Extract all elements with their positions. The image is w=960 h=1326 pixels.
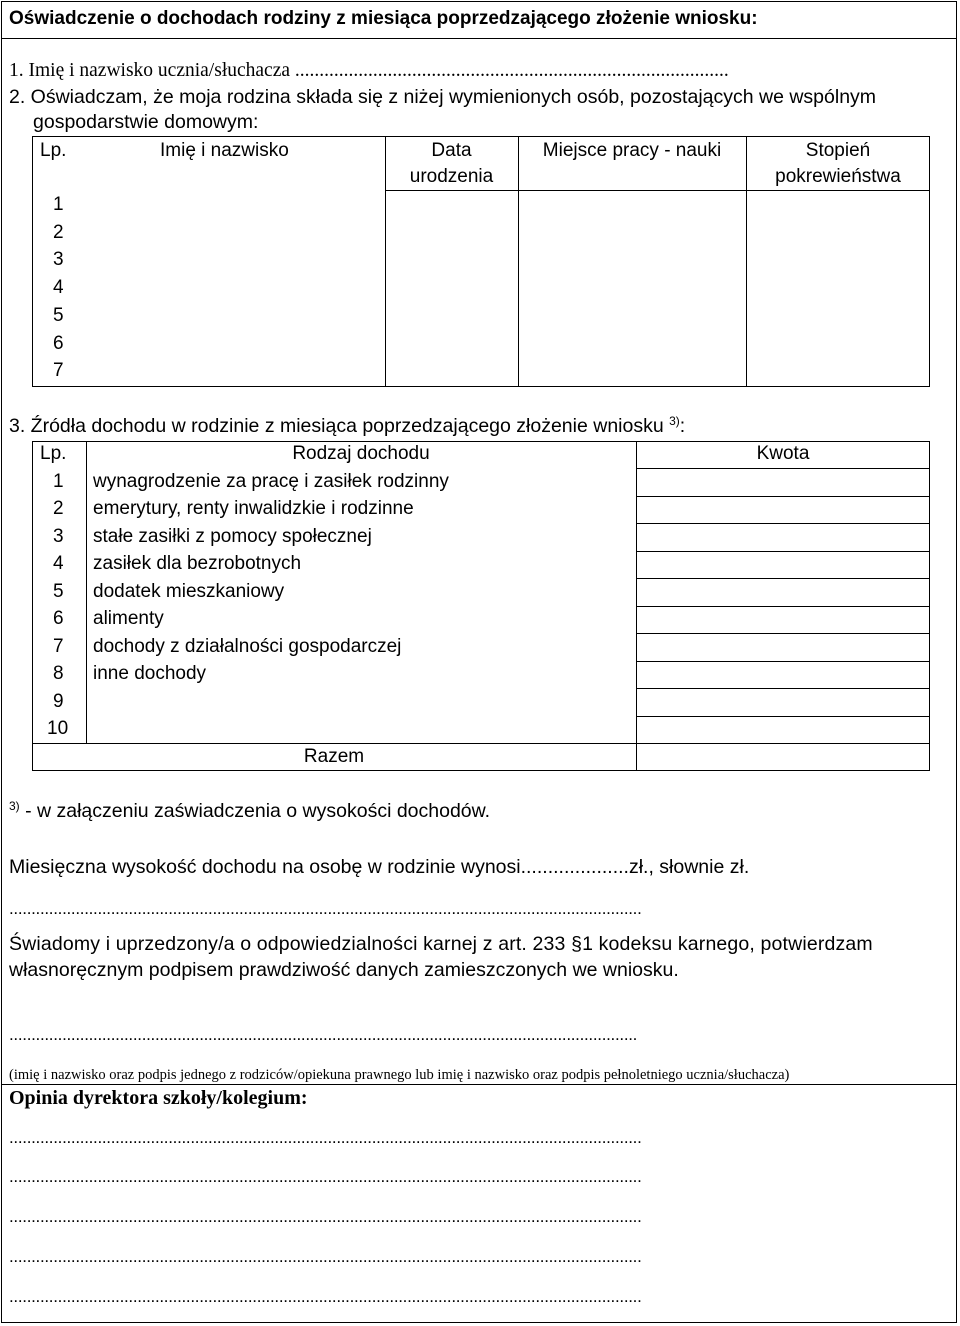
- family-row-7: 7: [53, 360, 64, 381]
- family-col-relation: Stopień: [805, 140, 871, 161]
- family-col-birth: Data: [431, 140, 472, 161]
- family-col-work: Miejsce pracy - nauki: [542, 140, 722, 161]
- income-lp-4: 4: [53, 553, 64, 574]
- family-row-3: 3: [53, 249, 64, 270]
- heading-divider: [1, 38, 957, 39]
- income-col-type: Rodzaj dochodu: [292, 443, 430, 464]
- family-row-5: 5: [53, 305, 64, 326]
- footnote: $^{3)}$ - w załączeniu zaświadczenia o wysokości dochodów.: [9, 799, 491, 822]
- income-lp-6: 6: [53, 608, 64, 629]
- income-col-lp: Lp.: [40, 443, 67, 464]
- income-type-3: stałe zasiłki z pomocy społecznej: [93, 526, 372, 547]
- income-type-2: emerytury, renty inwalidzkie i rodzinne: [93, 498, 414, 519]
- income-lp-9: 9: [53, 691, 64, 712]
- income-lp-5: 5: [53, 581, 64, 602]
- form-heading: Oświadczenie o dochodach rodziny z miesiąca poprzedzającego złożenie wniosku:: [9, 8, 758, 29]
- family-col-name: Imię i nazwisko: [160, 140, 289, 161]
- declaration-line-2: własnoręcznym podpisem prawdziwość danych zamieszczonych we wniosku.: [9, 959, 679, 981]
- signature-caption: (imię i nazwisko oraz podpis jednego z rodziców/opiekuna prawnego lub imię i nazwisko oraz podpis pełnoletniego ucznia/słuchacza): [9, 1067, 790, 1083]
- family-col-birth-2: urodzenia: [409, 166, 494, 187]
- signature-dots: ..............................................................................................................................................: [9, 1025, 638, 1044]
- income-lp-1: 1: [53, 471, 64, 492]
- opinion-line-3: ...............................................................................................................................................: [9, 1207, 642, 1226]
- income-lp-8: 8: [53, 663, 64, 684]
- income-type-7: dochody z działalności gospodarczej: [93, 636, 402, 657]
- family-row-6: 6: [53, 333, 64, 354]
- family-col-lp: Lp.: [40, 140, 67, 161]
- income-sources-title: 3. Źródła dochodu w rodzinie z miesiąca poprzedzającego złożenie wniosku $^{3)}$:: [9, 414, 686, 437]
- income-col-amount: Kwota: [756, 443, 810, 464]
- income-type-6: alimenty: [93, 608, 164, 629]
- family-row-4: 4: [53, 277, 64, 298]
- opinion-line-2: ...............................................................................................................................................: [9, 1167, 642, 1186]
- income-type-8: inne dochody: [93, 663, 207, 684]
- income-lp-2: 2: [53, 498, 64, 519]
- family-row-2: 2: [53, 222, 64, 243]
- family-statement: 2. Oświadczam, że moja rodzina składa się z niżej wymienionych osób, pozostających we wspólnym: [9, 86, 877, 108]
- opinion-line-5: ...............................................................................................................................................: [9, 1287, 642, 1306]
- family-statement-cont: gospodarstwie domowym:: [33, 111, 259, 133]
- income-type-1: wynagrodzenie za pracę i zasiłek rodzinny: [93, 471, 449, 492]
- declaration-line-1: Świadomy i uprzedzony/a o odpowiedzialności karnej z art. 233 §1 kodeksu karnego, potwierdzam: [9, 933, 873, 955]
- opinion-line-1: ...............................................................................................................................................: [9, 1128, 642, 1147]
- monthly-income-dots: ...............................................................................................................................................: [9, 899, 642, 918]
- monthly-income-line: Miesięczna wysokość dochodu na osobę w rodzinie wynosi....................zł., słownie zł.: [9, 856, 750, 878]
- income-lp-3: 3: [53, 526, 64, 547]
- footnote-ref: 3): [669, 414, 680, 428]
- opinion-heading: Opinia dyrektora szkoły/kolegium:: [9, 1087, 308, 1109]
- income-type-5: dodatek mieszkaniowy: [93, 581, 285, 602]
- family-row-1: 1: [53, 194, 64, 215]
- income-lp-10: 10: [47, 718, 69, 739]
- income-type-4: zasiłek dla bezrobotnych: [93, 553, 302, 574]
- opinion-line-4: ...............................................................................................................................................: [9, 1247, 642, 1266]
- student-name-line: 1. Imię i nazwisko ucznia/słuchacza .........................................................................................: [9, 60, 729, 81]
- income-lp-7: 7: [53, 636, 64, 657]
- family-col-relation-2: pokrewieństwa: [775, 166, 901, 187]
- income-total-label: Razem: [303, 746, 365, 767]
